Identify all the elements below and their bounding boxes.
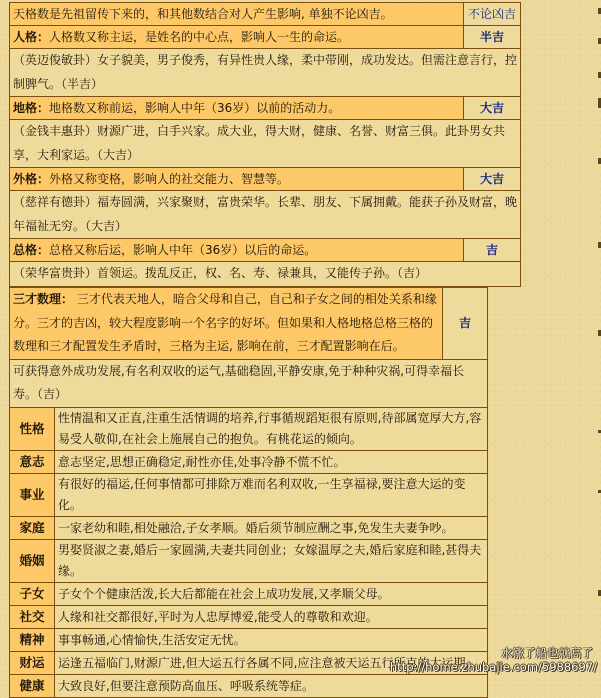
dige-result: 大吉 <box>464 97 521 120</box>
sancai-text: 三才代表天地人，暗合父母和自己，自己和子女之间的相处关系和缘分。三才的吉凶，较大程度影响一个名字的好坏。但如果和人格地格总格三格的数理和三才配置发生矛盾时，三格为主运, 影响在前，三才配置影响在后。 <box>13 292 437 353</box>
fortune-row-health <box>10 675 488 698</box>
fortune-value: 运逢五福临门,财源广进,但大运五行各属不同,应注意被天运五行所克的大运期。 <box>55 652 488 675</box>
renge-row <box>10 26 521 49</box>
fortune-key: 社交 <box>10 606 55 629</box>
fortune-value: 子女个个健康活泼,长大后都能在社会上成功发展,又孝顺父母。 <box>55 583 488 606</box>
fortune-row-family <box>10 517 488 540</box>
dige-description <box>10 97 464 120</box>
fortune-value: 男娶贤淑之妻,婚后一家圆满,夫妻共同创业；女嫁温厚之夫,婚后家庭和睦,甚得夫缘。 <box>55 540 488 583</box>
renge-description <box>10 26 464 49</box>
sancai-table <box>9 287 488 408</box>
fortune-row-will <box>10 451 488 474</box>
zongge-description <box>10 239 464 262</box>
fortune-row-personality <box>10 408 488 451</box>
waige-description <box>10 168 464 191</box>
fortune-key: 子女 <box>10 583 55 606</box>
zongge-detail-row <box>10 262 521 287</box>
fortune-value: 一家老幼和睦,相处融洽,子女孝顺。婚后须节制应酬之事,免发生夫妻争吵。 <box>55 517 488 540</box>
fortune-value: 意志坚定,思想正确稳定,耐性亦佳,处事冷静不慌不忙。 <box>55 451 488 474</box>
fortune-row-marriage <box>10 540 488 583</box>
fortune-key: 精神 <box>10 629 55 652</box>
tiange-result: 不论凶吉 <box>464 3 521 26</box>
dige-detail-row <box>10 120 521 168</box>
fortune-key: 性格 <box>10 408 55 451</box>
fortune-row-children <box>10 583 488 606</box>
watermark-caption: 水涨了船也就高了 <box>501 646 593 660</box>
fortune-row-career <box>10 474 488 517</box>
dige-text: 地格数又称前运，影响人中年（36岁）以前的活动力。 <box>49 101 341 115</box>
fortune-table <box>9 407 488 698</box>
fortune-value: 有很好的福运,任何事情都可排除万难而名利双收,一生享福禄,要注意大运的变化。 <box>55 474 488 517</box>
tiange-row <box>10 3 521 26</box>
fortune-key: 婚姻 <box>10 540 55 583</box>
sancai-result: 吉 <box>443 288 488 360</box>
renge-detail: （英迈俊敏卦）女子貌美，男子俊秀，有异性贵人缘，柔中带刚，成功发达。但需注意言行，控制脾气。（半吉） <box>10 49 521 97</box>
fortune-key: 事业 <box>10 474 55 517</box>
zongge-detail: （荣华富贵卦）首领运。拨乱反正，权、名、寿、禄兼具，又能传子孙。（吉） <box>10 262 521 287</box>
zongge-row <box>10 239 521 262</box>
dige-detail: （金钱丰惠卦）财源广进，白手兴家。成大业，得大财，健康、名誉、财富三俱。此卦男女共享，大利家运。（大吉） <box>10 120 521 168</box>
tiange-description <box>10 3 464 26</box>
zongge-text: 总格又称后运，影响人中年（36岁）以后的命运。 <box>49 243 317 257</box>
renge-text: 人格数又称主运，是姓名的中心点，影响人一生的命运。 <box>49 30 350 44</box>
renge-label: 人格： <box>13 30 50 44</box>
dige-row <box>10 97 521 120</box>
watermark-url: http://home.zhubajie.com/5988697/ <box>389 660 597 674</box>
fortune-key: 财运 <box>10 652 55 675</box>
waige-detail-row <box>10 191 521 239</box>
fortune-value: 性情温和又正直,注重生活情调的培养,行事循规蹈矩很有原则,待部属宽厚大方,容易受人敬仰,在社会上施展自己的抱负。有桃花运的倾向。 <box>55 408 488 451</box>
fortune-key: 健康 <box>10 675 55 698</box>
tiange-text: 天格数是先祖留传下来的，和其他数结合对人产生影响, 单独不论凶吉。 <box>13 7 393 21</box>
fortune-value: 事事畅通,心情愉快,生活安定无忧。 <box>55 629 488 652</box>
sancai-detail-row <box>10 359 488 407</box>
fortune-value: 大致良好,但要注意预防高血压、呼吸系统等症。 <box>55 675 488 698</box>
sancai-label: 三才数理： <box>13 292 74 306</box>
waige-label: 外格： <box>13 172 50 186</box>
zongge-result: 吉 <box>464 239 521 262</box>
sancai-row <box>10 288 488 360</box>
sancai-description <box>10 288 443 360</box>
grid-analysis-table <box>9 2 521 287</box>
fortune-value: 人缘和社交都很好,平时为人忠厚博爱,能受人的尊敬和欢迎。 <box>55 606 488 629</box>
fortune-row-spirit <box>10 629 488 652</box>
renge-detail-row <box>10 49 521 97</box>
waige-row <box>10 168 521 191</box>
fortune-key: 意志 <box>10 451 55 474</box>
zongge-label: 总格： <box>13 243 50 257</box>
fortune-row-social <box>10 606 488 629</box>
renge-result: 半吉 <box>464 26 521 49</box>
fortune-key: 家庭 <box>10 517 55 540</box>
dige-label: 地格： <box>13 101 50 115</box>
waige-result: 大吉 <box>464 168 521 191</box>
sancai-detail: 可获得意外成功发展,有名利双收的运气,基础稳固,平静安康,免于种种灾祸,可得幸福长寿。（吉） <box>10 359 488 407</box>
waige-detail: （慈祥有德卦）福寿圆满，兴家聚财，富贵荣华。长辈、朋友、下属拥戴。能获子孙及财富，晚年福祉无穷。（大吉） <box>10 191 521 239</box>
waige-text: 外格又称变格，影响人的社交能力、智慧等。 <box>49 172 290 186</box>
